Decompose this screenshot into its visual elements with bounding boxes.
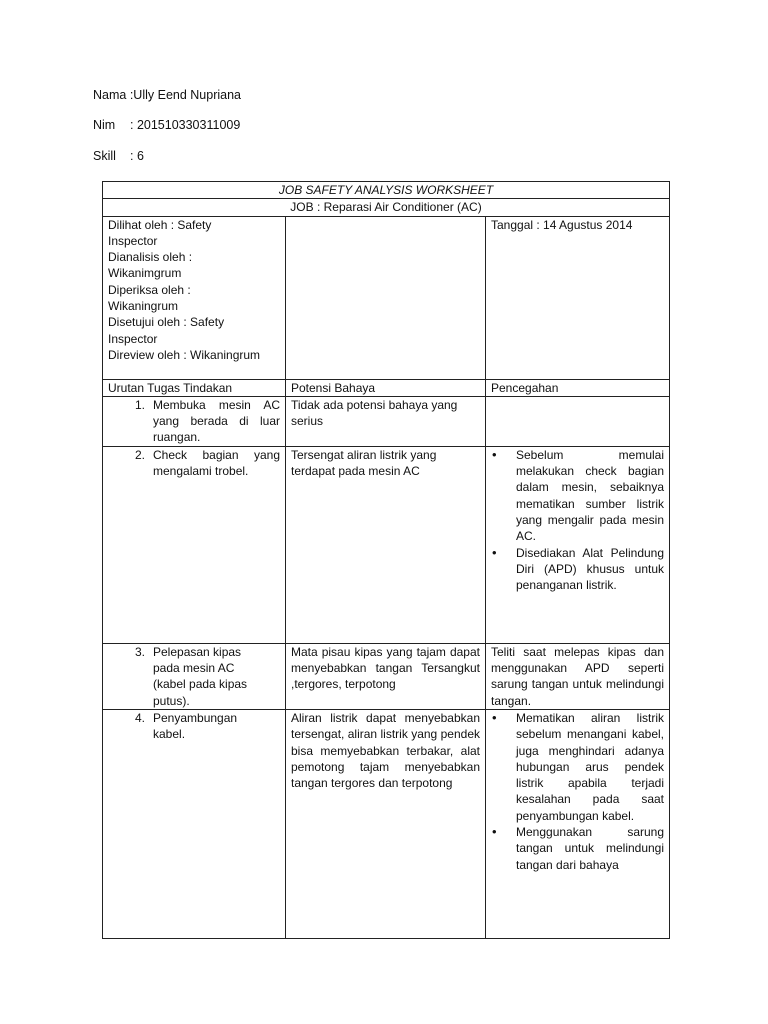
- job-row: [103, 199, 670, 216]
- skill-value: : 6: [130, 149, 144, 163]
- list-item: • Sebelum memulai melakukan check bagian dalam mesin, sebaiknya mematikan sumber listrik yang mengalir pada mesin AC.: [516, 447, 664, 545]
- task-text: Pelepasan kipas pada mesin AC (kabel pada kipas putus).: [153, 644, 248, 708]
- list-item: • Disediakan Alat Pelindung Diri (APD) khusus untuk penanganan listrik.: [516, 545, 664, 594]
- prevention-cell: [486, 709, 670, 938]
- hazard-text: Tidak ada potensi bahaya yang serius: [291, 397, 458, 429]
- task-cell: [103, 396, 286, 446]
- name-line: [93, 88, 241, 102]
- hazard-cell: [286, 446, 486, 643]
- list-item: • Mematikan aliran listrik sebelum menangani kabel, juga menghindari adanya hubungan arus pendek listrik apabila terjadi kesalahan pada saat penyambungan kabel.: [516, 710, 664, 824]
- step-number: 4.: [134, 710, 145, 725]
- reviewers-cell: [103, 216, 286, 379]
- column-header: Potensi Bahaya: [286, 379, 486, 396]
- task-cell: [103, 709, 286, 938]
- name-value: Ully Eend Nupriana: [133, 88, 241, 102]
- task-text: Check bagian yang mengalami trobel.: [153, 447, 280, 479]
- prevention-cell: Teliti saat melepas kipas dan menggunakan APD seperti sarung tangan untuk melindungi tangan.: [486, 643, 670, 709]
- prevention-list: [491, 447, 664, 594]
- prevention-cell: [486, 446, 670, 643]
- reviewer-line: Diperiksa oleh : Wikaningrum: [108, 282, 191, 314]
- list-item: • Menggunakan sarung tangan untuk melindungi tangan dari bahaya: [516, 824, 664, 873]
- reviewer-line: Dilihat oleh : Safety Inspector: [108, 217, 212, 248]
- table-row: [103, 709, 670, 938]
- empty-cell: [286, 216, 486, 379]
- nim-label: Nim: [93, 118, 116, 132]
- date-cell: Tanggal : 14 Agustus 2014: [486, 216, 670, 379]
- reviewer-line: Disetujui oleh : Safety Inspector: [108, 315, 225, 346]
- hazard-cell: [286, 396, 486, 446]
- skill-line: [93, 149, 144, 163]
- hazard-text: Tersengat aliran listrik yang terdapat pada mesin AC: [291, 447, 437, 479]
- task-text: Penyambungan kabel.: [153, 710, 238, 742]
- jsa-worksheet-table: [102, 181, 670, 939]
- skill-label: Skill: [93, 149, 116, 163]
- title-row: [103, 182, 670, 199]
- column-header-row: [103, 379, 670, 396]
- task-cell: [103, 446, 286, 643]
- prevention-list: [491, 710, 664, 873]
- column-header: Pencegahan: [486, 379, 670, 396]
- task-text: Membuka mesin AC yang berada di luar ruangan.: [153, 397, 280, 445]
- nim-value: : 201510330311009: [130, 118, 241, 132]
- name-label: Nama :: [93, 88, 134, 102]
- task-cell: [103, 643, 286, 709]
- nim-line: [93, 118, 240, 132]
- table-row: [103, 446, 670, 643]
- step-number: 1.: [134, 397, 145, 412]
- meta-row: [103, 216, 670, 379]
- reviewer-line: Dianalisis oleh : Wikanimgrum: [108, 250, 193, 281]
- step-number: 3.: [134, 644, 145, 659]
- prevention-cell: [486, 396, 670, 446]
- table-row: [103, 396, 670, 446]
- table-row: [103, 643, 670, 709]
- worksheet-title: JOB SAFETY ANALYSIS WORKSHEET: [103, 182, 670, 199]
- step-number: 2.: [134, 447, 145, 462]
- job-title: JOB : Reparasi Air Conditioner (AC): [103, 199, 670, 216]
- column-header: Urutan Tugas Tindakan: [103, 379, 286, 396]
- hazard-cell: Aliran listrik dapat menyebabkan tersengat, aliran listrik yang pendek bisa memyebabkan terbakar, alat pemotong tajam menyebabkan tangan tergores dan terpotong: [286, 709, 486, 938]
- hazard-cell: Mata pisau kipas yang tajam dapat menyebabkan tangan Tersangkut ,tergores, terpotong: [286, 643, 486, 709]
- reviewer-line: Direview oleh : Wikaningrum: [108, 347, 261, 362]
